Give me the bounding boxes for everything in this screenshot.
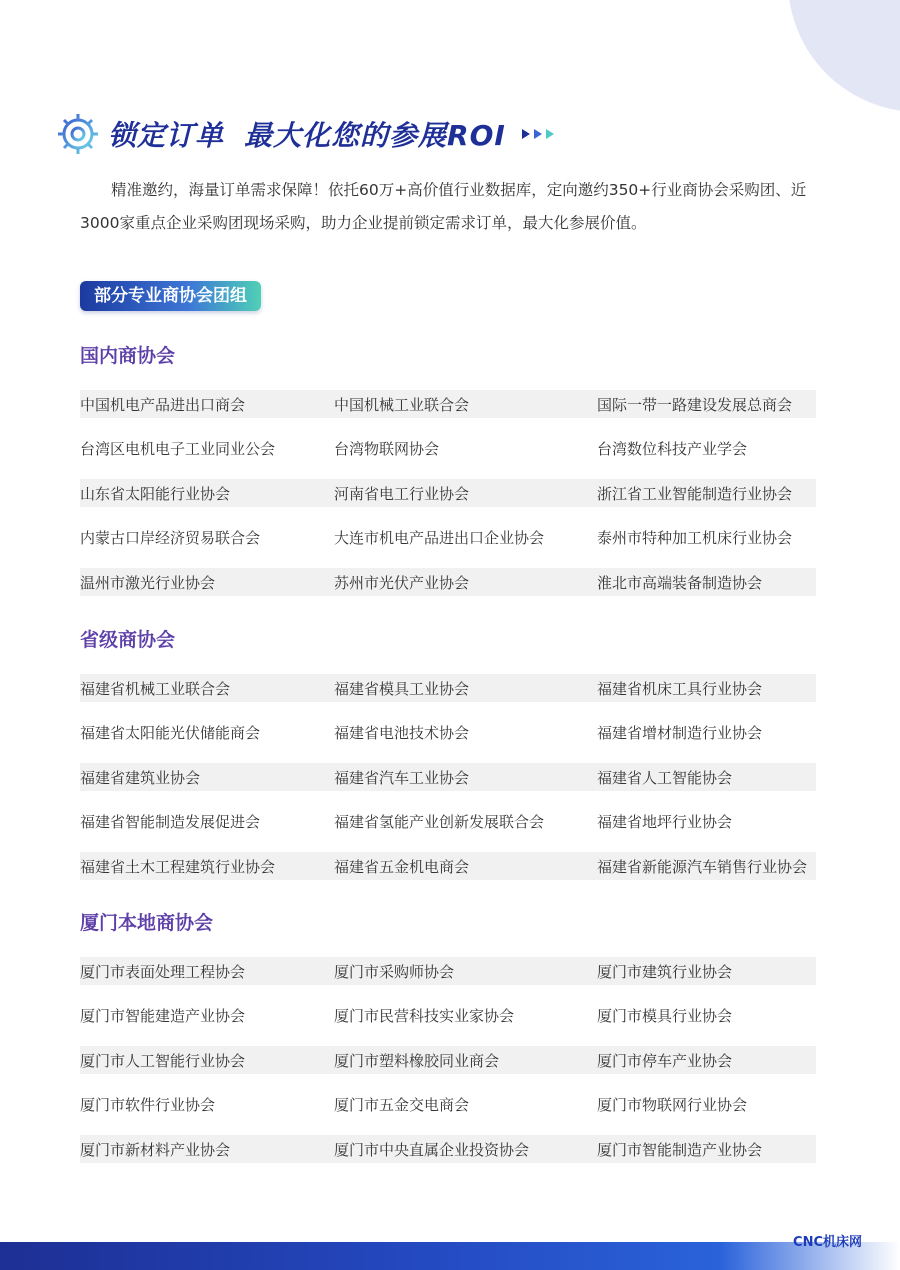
association-name: 台湾数位科技产业学会 [597,440,748,459]
association-name: 台湾物联网协会 [334,440,440,459]
table-row [80,1091,816,1119]
association-name: 中国机械工业联合会 [334,395,470,414]
association-name: 福建省土木工程建筑行业协会 [80,857,276,876]
association-name: 福建省新能源汽车销售行业协会 [597,857,808,876]
association-name: 福建省五金机电商会 [334,857,470,876]
association-name: 厦门市智能建造产业协会 [80,1007,246,1026]
association-name: 福建省汽车工业协会 [334,768,470,787]
triple-arrow-icon [520,126,560,142]
association-name: 厦门市模具行业协会 [597,1007,733,1026]
table-row [80,1002,816,1030]
association-name: 国际一带一路建设发展总商会 [597,395,793,414]
table-row [80,390,816,418]
association-name: 福建省人工智能协会 [597,768,733,787]
association-name: 大连市机电产品进出口企业协会 [334,529,545,548]
association-name: 福建省电池技术协会 [334,724,470,743]
table-row [80,674,816,702]
association-name: 福建省地坪行业协会 [597,813,733,832]
headline [52,104,560,164]
association-name: 厦门市建筑行业协会 [597,962,733,981]
association-table [80,957,816,1163]
association-name: 福建省智能制造发展促进会 [80,813,261,832]
section-title: 省级商协会 [80,629,176,651]
table-row [80,479,816,507]
association-name: 福建省机械工业联合会 [80,679,231,698]
association-name: 福建省机床工具行业协会 [597,679,763,698]
table-row [80,719,816,747]
association-table [80,390,816,596]
association-name: 福建省建筑业协会 [80,768,201,787]
association-name: 山东省太阳能行业协会 [80,484,231,503]
footer-bar [0,1242,900,1270]
table-row [80,763,816,791]
table-row [80,435,816,463]
association-name: 温州市激光行业协会 [80,573,216,592]
association-name: 福建省增材制造行业协会 [597,724,763,743]
association-name: 厦门市新材料产业协会 [80,1140,231,1159]
association-name: 中国机电产品进出口商会 [80,395,246,414]
section-provincial [80,626,816,897]
section-title: 国内商协会 [80,345,176,367]
association-name: 厦门市表面处理工程协会 [80,962,246,981]
association-name: 福建省太阳能光伏储能商会 [80,724,261,743]
headline-title-part1: 锁定订单 [108,119,225,152]
association-name: 厦门市采购师协会 [334,962,455,981]
association-name: 福建省模具工业协会 [334,679,470,698]
association-name: 厦门市五金交电商会 [334,1096,470,1115]
association-name: 淮北市高端装备制造协会 [597,573,763,592]
association-name: 苏州市光伏产业协会 [334,573,470,592]
table-row [80,957,816,985]
section-xiamen [80,909,816,1180]
table-row [80,1135,816,1163]
gear-icon [52,108,104,160]
headline-title-part2: 最大化您的参展ROI [244,119,506,152]
association-name: 内蒙古口岸经济贸易联合会 [80,529,261,548]
association-name: 厦门市停车产业协会 [597,1051,733,1070]
association-name: 厦门市物联网行业协会 [597,1096,748,1115]
association-name: 厦门市人工智能行业协会 [80,1051,246,1070]
association-name: 厦门市智能制造产业协会 [597,1140,763,1159]
table-row [80,852,816,880]
association-name: 河南省电工行业协会 [334,484,470,503]
association-name: 浙江省工业智能制造行业协会 [597,484,793,503]
association-name: 厦门市中央直属企业投资协会 [334,1140,530,1159]
association-name: 厦门市民营科技实业家协会 [334,1007,515,1026]
association-name: 福建省氢能产业创新发展联合会 [334,813,545,832]
table-row [80,1046,816,1074]
watermark: CNC机床网 [793,1235,862,1250]
section-title: 厦门本地商协会 [80,912,214,934]
association-name: 厦门市软件行业协会 [80,1096,216,1115]
association-name: 泰州市特种加工机床行业协会 [597,529,793,548]
intro-paragraph: 精准邀约，海量订单需求保障！依托60万+高价值行业数据库，定向邀约350+行业商协会采购团、近3000家重点企业采购团现场采购，助力企业提前锁定需求订单，最大化参展价值。 [80,181,807,232]
association-name: 台湾区电机电子工业同业公会 [80,440,276,459]
table-row [80,524,816,552]
corner-decoration [788,0,900,112]
association-table [80,674,816,880]
table-row [80,568,816,596]
section-domestic [80,342,816,613]
association-name: 厦门市塑料橡胶同业商会 [334,1051,500,1070]
table-row [80,808,816,836]
section-badge: 部分专业商协会团组 [80,281,261,311]
